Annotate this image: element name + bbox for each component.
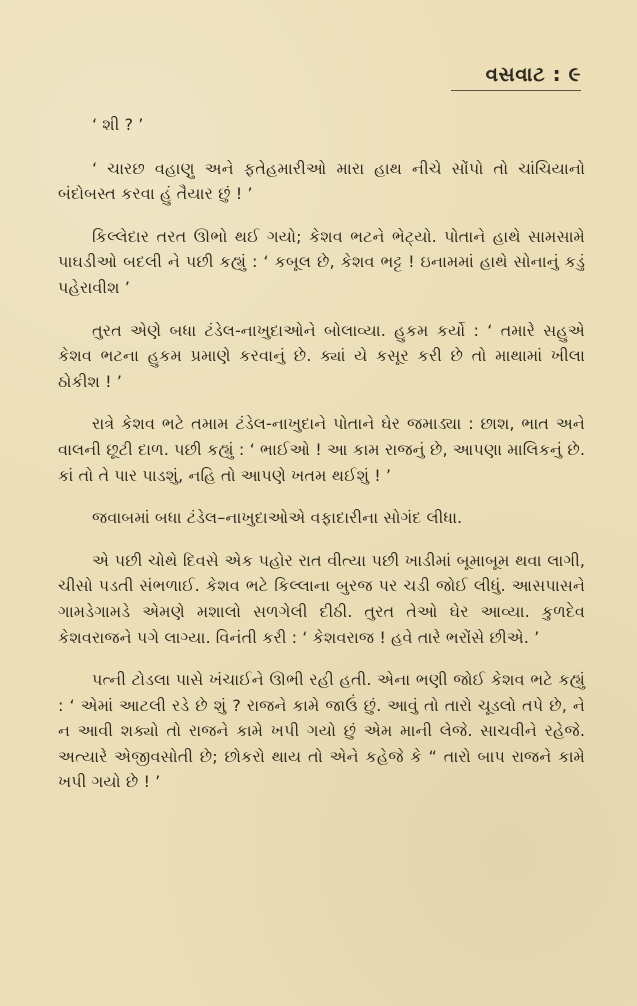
paragraph-8: પત્ની ટોડલા પાસે ખંચાઈને ઊભી રહી હતી. એના ભણી જોઈ કેશવ ભટે કહ્યું : ‘ એમાં આટલી રડે છે શું ? રાજને કામે જાઉં છું. આવું તો તારો ચૂડલો તપે છે, ને ન આવી શક્યો તો રાજને કામે ખપી ગયો છું એમ માની લેજે. સાચવીને રહેજે. અત્યારે એજીવસોતી છે; છોકરો થાય તો એને કહેજે કે “ તારો બાપ રાજને કામે ખપી ગયો છે ! ’: [58, 670, 585, 792]
paragraph-2: ‘ ચારછ વહાણુ અને ફતેહમારીઓ મારા હાથ નીચે સોંપો તો ચાંચિયાનો બંદોબસ્ત કરવા હું તૈયાર છું ! ’: [58, 158, 585, 204]
paragraph-1: ‘ શી ? ’: [92, 115, 144, 134]
paragraph-5: રાત્રે કેશવ ભટે તમામ ટંડેલ-નાખુદાને પોતાને ઘેર જમાડ્યા : છાશ, ભાત અને વાલની છૂટી દાળ. પછી કહ્યું : ‘ ભાઈઓ ! આ કામ રાજનું છે, આપણા માલિકનું છે. કાં તો તે પાર પાડશું, નહિ તો આપણે ખતમ થઈશું ! ’: [58, 414, 585, 485]
running-header: [451, 62, 581, 91]
paragraph-7: એ પછી ચોથે દિવસે એક પહોર રાત વીત્યા પછી ખાડીમાં બૂમાબૂમ થવા લાગી, ચીસો પડતી સંભળાઈ. કેશવ ભટે કિલ્લાના બુરજ પર ચડી જોઈ લીધું. આસપાસને ગામડેગામડે એમણે મશાલો સળગેલી દીઠી. તુરત તેઓ ઘેર આવ્યા. કુળદેવ કેશવરાજને પગે લાગ્યા. વિનંતી કરી : ‘ કેશવરાજ ! હવે તારે ભરોંસે છીએ. ’: [58, 550, 585, 647]
page-header-title: વસવાટ : ૯: [485, 62, 581, 86]
page-content: [58, 112, 585, 812]
paragraph-3: કિલ્લેદાર તરત ઊભો થઈ ગયો; કેશવ ભટને ભેટ્યો. પોતાને હાથે સામસામે પાઘડીઓ બદલી ને પછી કહ્યું : ‘ કબૂલ છે, કેશવ ભટ્ટ ! ઇનામમાં હાથે સોનાનું કડું પહેરાવીશ ’: [58, 226, 585, 297]
paragraph-4: તુરત એણે બધા ટંડેલ-નાખુદાઓને બોલાવ્યા. હુકમ કર્યો : ‘ તમારે સહુએ કેશવ ભટના હુકમ પ્રમાણે કરવાનું છે. ક્યાં યે કસૂર કરી છે તો માથામાં ખીલા ઠોકીશ ! ’: [58, 320, 585, 391]
header-underline: [451, 90, 581, 91]
paragraph-6: જવાબમાં બધા ટંડેલ–નાખુદાઓએ વફાદારીના સોગંદ લીધા.: [92, 508, 463, 528]
